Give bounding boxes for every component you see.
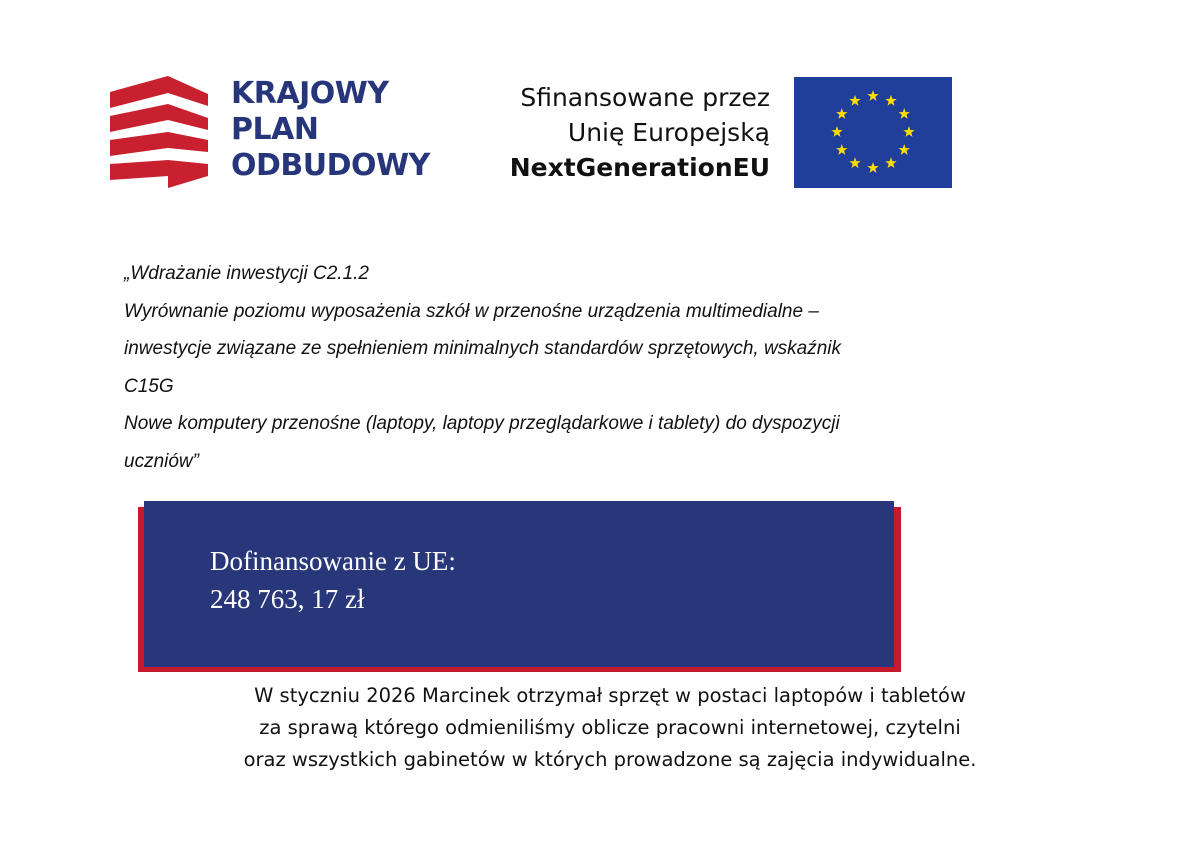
- eu-line: Sfinansowane przez: [520, 83, 770, 112]
- kpo-line: ODBUDOWY: [231, 148, 430, 183]
- quote-line: C15G: [124, 375, 174, 397]
- eu-line-nextgen: NextGenerationEU: [509, 153, 770, 182]
- funding-label: Dofinansowanie z UE:: [210, 546, 456, 576]
- quote-line: Wyrównanie poziomu wyposażenia szkół w przenośne urządzenia multimedialne –: [124, 300, 819, 322]
- quote-line: uczniów”: [124, 450, 199, 472]
- description-line: oraz wszystkich gabinetów w których prowadzone są zajęcia indywidualne.: [243, 748, 977, 771]
- quote-line: inwestycje związane ze spełnieniem minimalnych standardów sprzętowych, wskaźnik: [124, 338, 842, 359]
- project-quote: [124, 255, 1004, 480]
- description-line: za sprawą którego odmieniliśmy oblicze pracowni internetowej, czytelni: [259, 716, 961, 739]
- description: [200, 680, 1020, 776]
- eu-funding-text: [490, 80, 770, 185]
- description-line: W styczniu 2026 Marcinek otrzymał sprzęt w postaci laptopów i tabletów: [254, 684, 966, 707]
- kpo-line: KRAJOWY: [231, 76, 389, 111]
- quote-line: „Wdrażanie inwestycji C2.1.2: [124, 263, 369, 284]
- eu-line: Unię Europejską: [567, 118, 770, 147]
- quote-line: Nowe komputery przenośne (laptopy, laptopy przeglądarkowe i tablety) do dyspozycji: [124, 413, 840, 434]
- funding-text: [210, 542, 456, 618]
- kpo-logo-mark-icon: [110, 76, 220, 191]
- funding-amount: 248 763, 17 zł: [210, 584, 365, 614]
- kpo-line: PLAN: [231, 112, 319, 147]
- kpo-logo-text: [231, 76, 430, 184]
- eu-flag-icon: [794, 77, 952, 188]
